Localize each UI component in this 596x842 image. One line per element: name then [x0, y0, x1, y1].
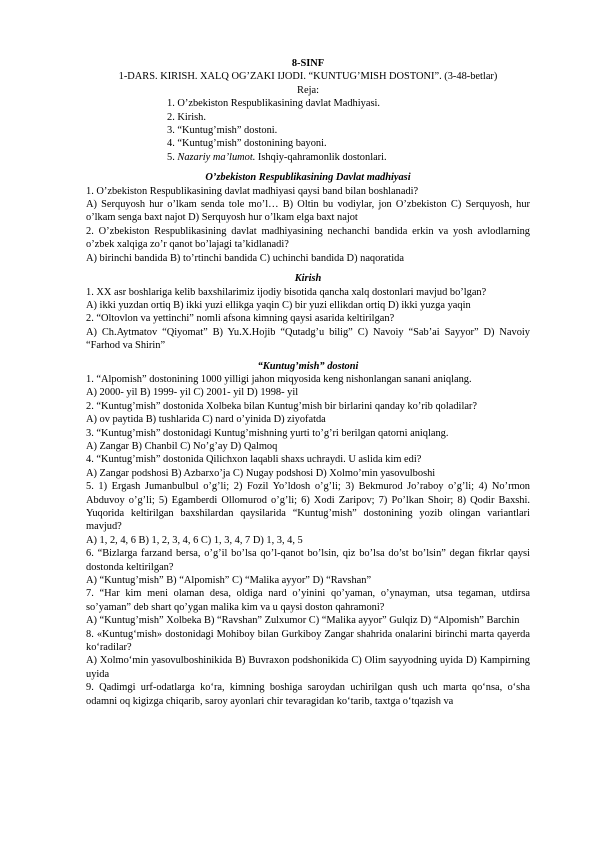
plan-item: 3. “Kuntug’mish” dostoni. — [167, 125, 278, 137]
plan-item: 4. “Kuntug’mish” dostonining bayoni. — [167, 138, 327, 150]
plan-item-rest: Ishqiy-qahramonlik dostonlari. — [255, 151, 387, 163]
grade-title: 8-SINF — [291, 58, 325, 69]
question-line: 1. “Alpomish” dostonining 1000 yilligi jahon miqyosida keng nishonlangan sanani aniqlang. — [86, 373, 472, 385]
question-line: 9. Qadimgi urf-odatlarga ko‘ra, kimning boshiga saroydan uchirilgan qush uch marta qo‘nsa, o‘sha odamni oq kigizga chiqarib, saroy ayonlari chir tevaragidan ko‘tarib, taxtga o‘tqazish va — [86, 682, 530, 707]
plan-item: 2. Kirish. — [167, 111, 206, 123]
answer-line: A) Xolmo‘min yasovulboshinikida B) Buvraxon podshonikida C) Olim sayyodning uyida D) Kampirning uyida — [86, 655, 530, 680]
plan-item: 1. O’zbekiston Respublikasining davlat Madhiyasi. — [167, 98, 380, 110]
plan-item-italic: Nazariy ma’lumot. — [177, 151, 256, 163]
question-line: 3. “Kuntug’mish” dostonidagi Kuntug’mishning yurti to’g’ri berilgan qatorni aniqlang. — [86, 427, 449, 439]
answer-line: A) “Kuntug’mish” Xolbeka B) “Ravshan” Zulxumor C) “Malika ayyor” Gulqiz D) “Alpomish” Barchin — [86, 615, 520, 627]
question-line: 2. “Oltovlon va yettinchi” nomli afsona kimning qaysi asarida keltirilgan? — [86, 313, 395, 325]
document-page — [86, 57, 530, 708]
question-line: 2. “Kuntug’mish” dostonida Xolbeka bilan Kuntug’mish bir birlarini qanday ko’rib qoladilar? — [86, 400, 478, 412]
lesson-title: 1-DARS. KIRISH. XALQ OG’ZAKI IJODI. “KUNTUG’MISH DOSTONI”. (3-48-betlar) — [118, 71, 498, 83]
answer-line: A) Zangar podshosi B) Azbarxo’ja C) Nugay podshosi D) Xolmo’min yasovulboshi — [86, 467, 436, 479]
section-title-intro: Kirish — [294, 273, 322, 285]
plan-list — [86, 97, 530, 164]
answer-line: A) 2000- yil B) 1999- yil C) 2001- yil D) 1998- yil — [86, 387, 299, 399]
question-line: 1. O’zbekiston Respublikasining davlat madhiyasi qaysi band bilan boshlanadi? — [86, 185, 419, 197]
section-title-kuntugmish: “Kuntug’mish” dostoni — [257, 360, 359, 372]
answer-line: A) “Kuntug’mish” B) “Alpomish” C) “Malika ayyor” D) “Ravshan” — [86, 575, 372, 587]
answer-line: A) ov paytida B) tushlarida C) nard o’yinida D) ziyofatda — [86, 414, 326, 426]
question-line: 2. O’zbekiston Respublikasining davlat madhiyasining nechanchi bandida erkin va yosh avlodlarning o’zbek xalqiga zo’r qanot bo’lajagi ta’kidlanadi? — [86, 225, 530, 251]
section-title-anthem: O’zbekiston Respublikasining Davlat madhiyasi — [205, 172, 411, 184]
answer-line: A) Serquyosh hur o’lkam senda tole mo’l… B) Oltin bu vodiylar, jon O’zbekiston C) Serquyosh, hur o’lkam senga baxt najot D) Serquyosh hur o’lkam elga baxt najot — [86, 199, 530, 224]
plan-title: Reja: — [297, 84, 319, 96]
plan-item-prefix: 5. — [167, 151, 178, 163]
plan-item — [167, 151, 530, 164]
answer-line: A) 1, 2, 4, 6 B) 1, 2, 3, 4, 6 C) 1, 3, 4, 7 D) 1, 3, 4, 5 — [86, 534, 303, 546]
answer-line: A) ikki yuzdan ortiq B) ikki yuzi ellikga yaqin C) bir yuzi ellikdan ortiq D) ikki yuzga yaqin — [86, 299, 471, 311]
question-line: 1. XX asr boshlariga kelib baxshilarimiz ijodiy bisotida qancha xalq dostonlari mavjud bo’lgan? — [86, 286, 487, 298]
answer-line: A) Ch.Aytmatov “Qiyomat” B) Yu.X.Hojib “Qutadg’u bilig” C) Navoiy “Sab’ai Sayyor” D) Navoiy “Farhod va Shirin” — [86, 326, 530, 352]
question-line: 6. “Bizlarga farzand bersa, o’g’il bo’lsa qo’l-qanot bo’lsin, qiz bo’lsa do’st bo’lsin” degan fikrlar qaysi dostonda keltirilgan? — [86, 548, 530, 573]
answer-line: A) birinchi bandida B) to’rtinchi bandida C) uchinchi bandida D) naqoratida — [86, 252, 404, 264]
question-line: 8. «Kuntug‘mish» dostonidagi Mohiboy bilan Gurkiboy Zangar shahrida onalarini birinchi marta qayerda ko‘radilar? — [86, 628, 530, 654]
answer-line: A) Zangar B) Chanbil C) No’g’ay D) Qalmoq — [86, 440, 278, 452]
question-line: 7. “Har kim meni olaman desa, oldiga nard o’yinini qo’yaman, o’ynayman, utsa tegaman, utdirsa so’yaman” deb shart qo’ygan malika kim va u qaysi doston qahramoni? — [86, 588, 530, 613]
question-line: 4. “Kuntug’mish” dostonida Qilichxon laqabli shaxs uchraydi. U aslida kim edi? — [86, 454, 422, 466]
question-line: 5. 1) Ergash Jumanbulbul o’g’li; 2) Fozil Yo’ldosh o’g’li; 3) Bekmurod Jo’raboy o’g’li; 4) No’rmon Abduvoy o’g’li; 5) Egamberdi Ollomurod o’g’li; 6) Xodi Zaripov; 7) Po’lkan Shoir; 8) Qodir Baxshi. Yuqorida keltirilgan baxshilardan qaysilarida “Kuntug’mish” dostonining yozib olingan variantlari mavjud? — [86, 481, 530, 533]
